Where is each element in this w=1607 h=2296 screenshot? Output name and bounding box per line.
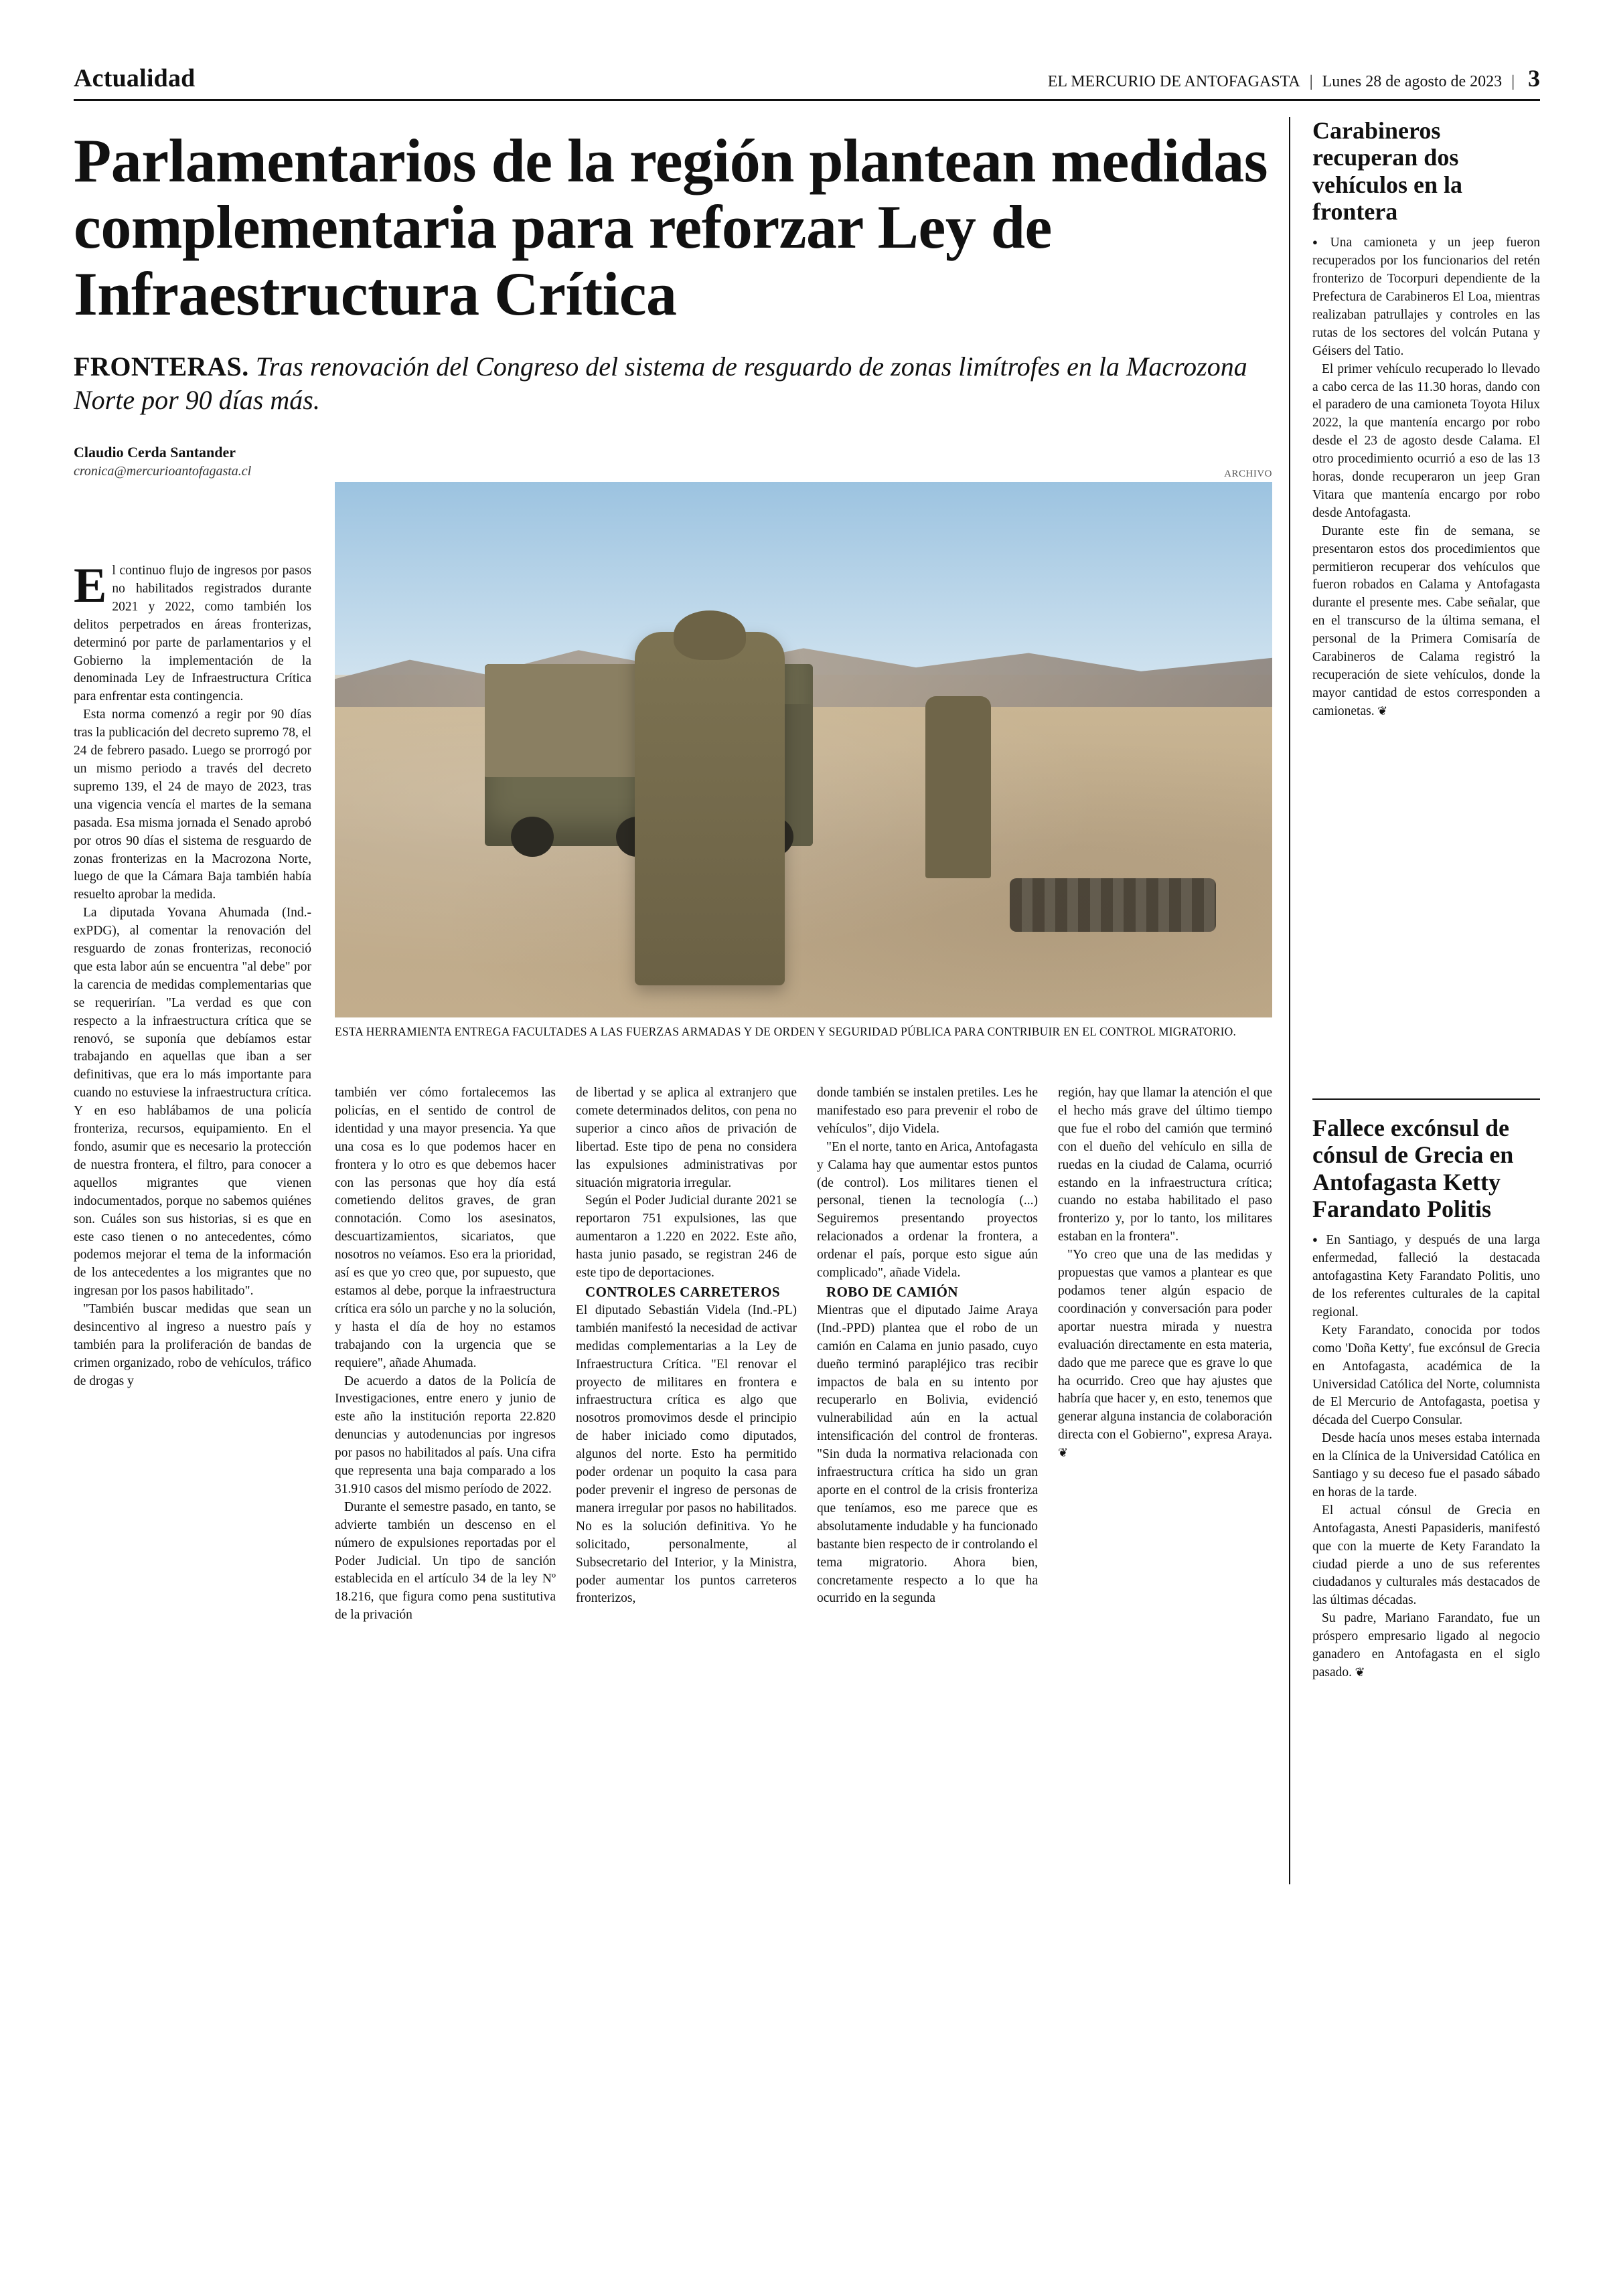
paragraph: El primer vehículo recuperado lo llevado a cabo cerca de las 11.30 horas, dando con el paradero de una camioneta Toyota Hilux 2022, la que mantenía encargo por robo desde el 23 de agosto desde Calama. El otro procedimiento ocurrió a eso de las 13 horas, donde recuperaron un jeep Gran Vitara que mantenía encargo por robo desde Antofagasta. (1312, 361, 1540, 520)
article-column-2 (335, 1084, 556, 1625)
sidebar-divider (1312, 1098, 1540, 1100)
photo-sky (335, 482, 1272, 675)
paragraph: donde también se instalen pretiles. Les he manifestado eso para prevenir el robo de vehículos", dijo Videla. (817, 1086, 1038, 1136)
paragraph: Kety Farandato, conocida por todos como 'Doña Ketty', fue excónsul de Grecia en Antofagasta, académica de la Universidad Católica del Norte, columnista de El Mercurio de Antofagasta, poetisa y década del Cuerpo Consular. (1312, 1323, 1540, 1428)
soldier-helmet (674, 610, 746, 660)
article-column-5 (1058, 1084, 1272, 1463)
masthead-rule (74, 99, 1540, 101)
paragraph: Durante el semestre pasado, en tanto, se advierte también un descenso en el número de expulsiones reportadas por el Poder Judicial. Un tipo de sanción establecida en el artículo 34 de la ley Nº 18.216, que figura como pena sustitutiva de la privación (335, 1499, 556, 1623)
paragraph: de libertad y se aplica al extranjero que comete determinados delitos, con pena no superior a cinco años de privación de libertad. Este tipo de pena no considera las expulsiones administrativas por situación migratoria irregular. (576, 1086, 797, 1190)
paragraph: ● Una camioneta y un jeep fueron recuperados por los funcionarios del retén fronterizo de Tocorpuri dependiente de la Prefectura de Carabineros El Loa, mientras realizaban patrullajes y controles en las rutas de los sectores del volcán Putana y Géisers del Tatio. (1312, 234, 1540, 360)
article-subhead-text: Tras renovación del Congreso del sistema de resguardo de zonas limítrofes en la Macrozona Norte por 90 días más. (74, 351, 1247, 416)
article-kicker: FRONTERAS. (74, 351, 249, 382)
section-name: Actualidad (74, 64, 196, 92)
paragraph: Esta norma comenzó a regir por 90 días tras la publicación del decreto supremo 78, el 24 de febrero pasado. Luego se prorrogó por un mismo periodo a través del decreto supremo 139, el 24 de mayo de 2023, tras una vigencia vencía el martes de la semana pasada. Esa misma jornada el Senado aprobó por otros 90 días el sistema de resguardo de zonas fronterizas en la Macrozona Norte, luego de que la Cámara Baja también había resuelto aprobar la medida. (74, 708, 311, 902)
subhead-robo-de-camion: ROBO DE CAMIÓN (826, 1283, 958, 1300)
paragraph: El continuo flujo de ingresos por pasos no habilitados registrados durante 2021 y 2022, como también los delitos perpetrados en áreas fronterizas, determinó por parte de parlamentarios y el Gobierno la implementación de la denominada Ley de Infraestructura Crítica para enfrentar esta contingencia. (74, 558, 311, 704)
photo-tires (1010, 878, 1216, 932)
paragraph: "También buscar medidas que sean un desincentivo al ingreso a nuestro país y también para la proliferación de bandas de crimen organizado, robo de vehículos, tráfico de drogas y (74, 1302, 311, 1388)
sidebar-story-2-body (1312, 1232, 1540, 1682)
article-main (74, 117, 1272, 479)
paragraph: Su padre, Mariano Farandato, fue un próspero empresario ligado al negocio ganadero en Antofagasta en el siglo pasado. ❦ (1312, 1610, 1540, 1682)
paragraph: Durante este fin de semana, se presentaron estos dos procedimientos que permitieron recuperar dos vehículos que fueron robados en Calama y Antofagasta durante el presente mes. Cabe señalar, que en el transcurso de la última semana, el personal de la Primera Comisaría de Carabineros de Calama registró la recuperación de siete vehículos, donde la mayor cantidad de estos corresponden a camionetas. ❦ (1312, 523, 1540, 721)
paragraph: Mientras que el diputado Jaime Araya (Ind.-PPD) plantea que el robo de un camión en Calama en junio pasado, cuyo dueño terminó parapléjico tras recibir impactos de bala en su intento por recuperarlo en Bolivia, evidenció vulnerabilidad aún en la actual intensificación del control de fronteras. "Sin duda la normativa relacionada con infraestructura crítica ha sido un gran aporte en el control de la crisis fronteriza que teníamos, eso me parece que es absolutamente indudable y ha funcionado bastante bien respecto de ir controlando el tema migratorio. Ahora bien, concretamente respecto a lo que ha ocurrido en la segunda (817, 1303, 1038, 1606)
photo-soldier-background (925, 696, 991, 878)
byline (74, 444, 315, 479)
article-column-3 (576, 1084, 797, 1608)
masthead-meta (1048, 64, 1540, 92)
paragraph: La diputada Yovana Ahumada (Ind.-exPDG), al comentar la renovación del resguardo de zonas fronterizas, reconoció que esta labor aún se encuentra "al debe" por la carencia de medidas complementarias que se requerirían. "La verdad es que con respecto a la infraestructura crítica que se renovó, se suponía que debíamos estar trabajando en aquellas que iban a ser definitivas, que era lo más importante para cuando no estuviese la infraestructura crítica. Y en eso hablábamos de una policía fronteriza, recursos, equipamiento. En el fondo, asumir que es necesario la protección de nuestra frontera, el filtro, para conocer a aquellos migrantes que vienen indocumentados, porque no sabemos quiénes son. Cuáles son sus historias, si es que en este caso tienen o no antecedentes, cómo podemos mejorar el tema de la información de los antecedentes a los migrantes que no ingresan por los pasos habilitado". (74, 906, 311, 1299)
paragraph: "Yo creo que una de las medidas y propuestas que vamos a plantear es que podamos tener algún espacio de coordinación y conversación para poder aportar nuestra mirada y nuestra evaluación directamente en esta materia, dado que me parece que es grave lo que ha ocurrido. Creo que hay ajustes que habría que hacer y, en esto, tenemos que generar alguna instancia de colaboración directa con el Gobierno", expresa Araya. ❦ (1058, 1246, 1272, 1463)
sidebar-story-1-headline: Carabineros recuperan dos vehículos en la frontera (1312, 117, 1463, 225)
paragraph: El diputado Sebastián Videla (Ind.-PL) también manifestó la necesidad de activar medidas complementarias a la Ley de Infraestructura Crítica. "El renovar el proyecto de militares en frontera e infraestructura crítica es algo que nosotros promovimos desde el principio de haber iniciado como diputados, algunos del norte. Esto ha permitido poder ordenar un poquito la casa para poder prevenir el ingreso de personas de manera irregular por pasos no habilitados. No es la solución definitiva. Yo he solicitado, personalmente, al Subsecretario del Interior, y la Ministra, poder aumentar los puntos carreteros fronterizos, (576, 1303, 797, 1606)
truck-wheel (511, 817, 554, 857)
page-title: Parlamentarios de la región plantean medidas complementaria para reforzar Ley de Infraestructura Crítica (74, 127, 1268, 328)
author-name: Claudio Cerda Santander (74, 444, 236, 461)
paragraph: De acuerdo a datos de la Policía de Investigaciones, entre enero y junio de este año la institución reporta 22.820 denuncias y autodenuncias por ingresos por pasos no habilitados al país. Una cifra que representa una baja comparado a los 31.910 casos del mismo período de 2022. (335, 1374, 556, 1496)
separator-pipe: | (1309, 73, 1313, 90)
author-email: cronica@mercurioantofagasta.cl (74, 464, 252, 479)
page-number: 3 (1528, 65, 1540, 92)
article-subhead (74, 350, 1272, 417)
subhead-controles-carreteros: CONTROLES CARRETEROS (585, 1283, 780, 1300)
paragraph: "En el norte, tanto en Arica, Antofagasta y Calama hay que aumentar estos puntos (de control). Los militares tienen el personal, tienen la tecnología (...) Seguiremos presentando proyectos relacionados a ordenar la frontera, a ordenar el país, porque esto sigue aún complicado", añade Videla. (817, 1139, 1038, 1281)
sidebar (1312, 117, 1540, 721)
column-divider-rule (1289, 117, 1290, 1884)
paragraph: Desde hacía unos meses estaba internada en la Clínica de la Universidad Católica en Santiago y su deceso fue el pasado sábado en horas de la tarde. (1312, 1431, 1540, 1499)
sidebar-story-2-headline: Fallece excónsul de cónsul de Grecia en Antofagasta Ketty Farandato Politis (1312, 1115, 1514, 1222)
sidebar-story-2 (1312, 1081, 1540, 1682)
photo-credit: ARCHIVO (1224, 469, 1272, 479)
article-photo (335, 482, 1272, 1017)
paragraph: también ver cómo fortalecemos las policías, en el sentido de control de identidad y una mayor presencia. Ya que una cosa es lo que podemos hacer en frontera y lo otro es que debemos hacer con las personas que hoy día está cometiendo delitos graves, de gran connotación. Como los asesinatos, descuartizamientos, sicariatos, que nosotros no veíamos. Eso era la prioridad, así es que yo creo que, por supuesto, que estamos al debe, porque la infraestructura crítica era sólo un parche y no la solución, y hasta el día de hoy no estamos trabajando con la urgencia que se requiere", añade Ahumada. (335, 1086, 556, 1370)
publication-date: Lunes 28 de agosto de 2023 (1322, 73, 1503, 90)
photo-caption: ESTA HERRAMIENTA ENTREGA FACULTADES A LAS FUERZAS ARMADAS Y DE ORDEN Y SEGURIDAD PÚBLICA PARA CONTRIBUIR EN EL CONTROL MIGRATORIO. (335, 1025, 1237, 1038)
article-photo-block (335, 469, 1272, 1040)
paragraph: ● En Santiago, y después de una larga enfermedad, falleció la destacada antofagastina Kety Farandato Politis, uno de los referentes culturales de la capital regional. (1312, 1232, 1540, 1322)
sidebar-story-1-body (1312, 234, 1540, 720)
photo-soldier-foreground (635, 632, 785, 985)
paragraph: región, hay que llamar la atención el que el hecho más grave del último tiempo que fue el robo del camión que terminó con el dueño del vehículo en silla de ruedas en la ciudad de Calama, ocurrió estando en la infraestructura crítica; cuando no estaba habilitado el paso fronterizo y, por lo tanto, los militares estaban en la frontera". (1058, 1086, 1272, 1244)
masthead (74, 64, 1540, 93)
paragraph: Según el Poder Judicial durante 2021 se reportaron 751 expulsiones, las que aumentaron a 1.220 en 2022. Este año, hasta junio pasado, se registran 246 de este tipo de deportaciones. (576, 1194, 797, 1281)
article-column-1 (74, 558, 311, 1391)
publication-name: EL MERCURIO DE ANTOFAGASTA (1047, 73, 1300, 90)
article-column-4 (817, 1084, 1038, 1608)
paragraph: El actual cónsul de Grecia en Antofagasta, Anesti Papasideris, manifestó que con la muerte de Kety Farandato la ciudad pierde a uno de sus referentes ciudadanos y culturales más destacados de las últimas décadas. (1312, 1503, 1540, 1608)
separator-pipe-2: | (1511, 73, 1515, 90)
